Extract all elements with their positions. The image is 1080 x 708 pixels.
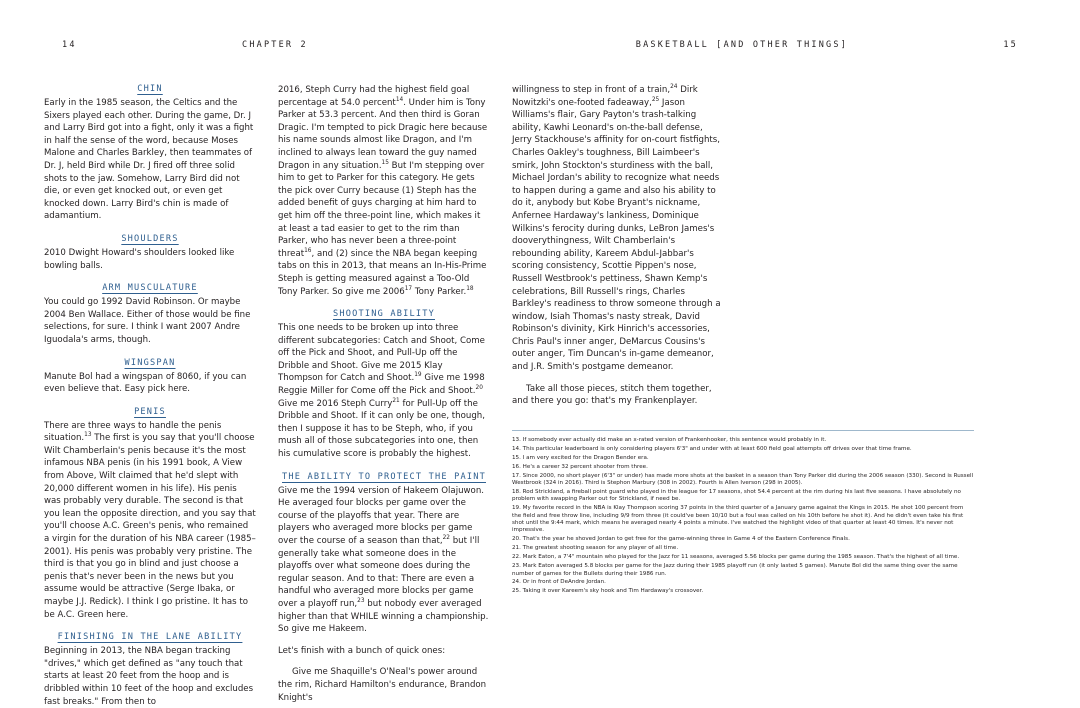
body-paragraph: Early in the 1985 season, the Celtics and the Sixers played each other. During the game, Dr. J and Larry Bird got into a fight, only it was a fight in half the sense of the word, because Moses Malone and Charles Barkley, then teammates of Dr. J, held Bird while Dr. J fired off three solid shots to the jaw. Somehow, Larry Bird did not die, or even get knocked out, or even get knocked down. Larry Bird's chin is made of adamantium.	[44, 98, 254, 222]
body-paragraph: Take all those pieces, stitch them together, and there you go: that's my Frankenplayer.	[512, 383, 712, 407]
section-heading: WINGSPAN	[124, 357, 176, 368]
section-finishing-in-the-lane-ability	[44, 632, 256, 708]
section-heading: SHOULDERS	[121, 233, 179, 244]
section-heading: ARM MUSCULATURE	[102, 283, 198, 294]
column-one	[44, 84, 256, 708]
column-three-and-footnotes	[512, 84, 974, 708]
footnotes-block	[512, 430, 974, 597]
body-paragraph: There are three ways to handle the penis situation.$^{13}$ The first is you say that you'll choose Wilt Chamberlain's penis because it's the most infamous NBA penis (in his 1991 book, A View from Above, Wilt claimed that he'd slept with 20,000 different women in his life). His penis was probably very durable. The second is that you lean the opposite direction, and you say that you'll choose A.C. Green's penis, who remained a virgin for the duration of his NBA career (1985–2001). His penis was probably very pristine. The third is that you go in blind and just choose a penis that's never been in the news but you assume would be attractive (Serge Ibaka, or maybe J.J. Redick). I think I go pristine. It has to be A.C. Green here.	[44, 420, 256, 620]
text-columns	[44, 84, 1036, 708]
footnote: 24. Or in front of DeAndre Jordan.	[512, 579, 606, 586]
footnote: 22. Mark Eaton, a 7'4" mountain who played for the Jazz for 11 seasons, averaged 5.56 blocks per game during the 1985 season. That's the highest of all time.	[512, 554, 960, 561]
footnote: 16. He's a career 32 percent shooter from three.	[512, 463, 648, 470]
footnote: 17. Since 2000, no short player (6'3" or under) has made more shots at the basket in a season than Tony Parker did during the 2006 season (330). Second is Russell Westbrook (324 in 2016). Third is Stephon Marbury (308 in 2002). Fourth is Allen Iverson (298 in 2005).	[512, 472, 974, 487]
footnote-rule	[512, 430, 974, 431]
section-heading: THE ABILITY TO PROTECT THE PAINT	[282, 471, 486, 482]
footnote: 14. This particular leaderboard is only considering players 6'3" and under with at least 600 field goal attempts off drives over that time frame.	[512, 445, 912, 452]
section-heading: FINISHING IN THE LANE ABILITY	[57, 632, 243, 643]
footnote: 25. Taking it over Kareem's sky hook and Tim Hardaway's crossover.	[512, 588, 704, 595]
column-two	[278, 84, 490, 708]
body-paragraph: You could go 1992 David Robinson. Or maybe 2004 Ben Wallace. Either of those would be fine selections, for sure. I think I want 2007 Andre Iguodala's arms, though.	[44, 297, 251, 345]
section-heading: CHIN	[137, 84, 163, 94]
body-paragraph: 2010 Dwight Howard's shoulders looked like bowling balls.	[44, 247, 235, 271]
footnote: 21. The greatest shooting season for any player of all time.	[512, 545, 679, 552]
body-paragraph: Give me the 1994 version of Hakeem Olajuwon. He averaged four blocks per game over the course of the playoffs that year. There are players who averaged more blocks per game over the course of a season than that,$^{22}$ but I'll generally take what someone does in the playoffs over what someone does during the regular season. And to that: There are even a handful who averaged more blocks per game over a playoff run,$^{23}$ but nobody ever averaged higher than that WHILE winning a championship. So give me Hakeem.	[278, 485, 489, 635]
body-paragraph: Beginning in 2013, the NBA began tracking "drives," which get defined as "any touch that starts at least 20 feet from the hoop and is dribbled within 10 feet of the hoop and excludes fast breaks." From then to	[44, 646, 254, 707]
section-penis	[44, 407, 256, 622]
footnote: 19. My favorite record in the NBA is Klay Thompson scoring 37 points in the third quarter of a January game against the Kings in 2015. He shot 100 percent from the field and free throw line, including 9/9 from three (it could've been 10/10 but a foul was called on his 10th before he shot it). And he didn't even take his first shot until the 9:44 mark, which means he averaged nearly 4 points a minute. I've watched the highlight video of that quarter at least 40 times. It's never not impressive.	[512, 505, 964, 534]
section-arm-musculature	[44, 283, 256, 346]
body-paragraph: willingness to step in front of a train,$^{24}$ Dirk Nowitzki's one-footed fadeaway,$^{25}$ Jason Williams's flair, Gary Payton's trash-talking ability, Kawhi Leonard's on-the-ball defense, Jerry Stackhouse's affinity for on-court fistfights, Charles Oakley's toughness, Bill Laimbeer's smirk, John Stockton's sturdiness with the ball, Michael Jordan's ability to recognize what needs to happen during a game and also his ability to do it, anybody but Kobe Bryant's nickname, Anfernee Hardaway's lankiness, Dominique Wilkins's ferocity during dunks, LeBron James's dooverythingness, Wilt Chamberlain's rebounding ability, Kareem Abdul-Jabbar's scoring consistency, Scottie Pippen's nose, Russell Westbrook's pettiness, Shawn Kemp's celebrations, Bill Russell's rings, Charles Barkley's readiness to throw someone through a window, Isiah Thomas's nasty streak, David Robinson's divinity, Kirk Hinrich's accessories, Chris Paul's inner anger, DeMarcus Cousins's outer anger, Tim Duncan's in-game demeanor, and J.R. Smith's postgame demeanor.	[512, 84, 721, 373]
section-shoulders	[44, 234, 256, 272]
footnote: 23. Mark Eaton averaged 5.8 blocks per game for the Jazz during their 1985 playoff run (it only lasted 5 games). Manute Bol did the same thing over the same number of games for the Bullets during their 1986 run.	[512, 563, 958, 577]
folio-left: 14	[62, 40, 77, 50]
footnote: 18. Rod Strickland, a fireball point guard who played in the league for 17 seasons, shot 54.4 percent at the rim during his last five seasons. I have absolutely no problem with swapping Parker out for Strickland, if need be.	[512, 488, 961, 503]
body-paragraph: This one needs to be broken up into three different subcategories: Catch and Shoot, Come off the Pick and Shoot, and Pull-Up off the Dribble and Shoot. Give me 2015 Klay Thompson for Catch and Shoot.$^{19}$ Give me 1998 Reggie Miller for Come off the Pick and Shoot.$^{20}$ Give me 2016 Steph Curry$^{21}$ for Pull-Up off the Dribble and Shoot. If it can only be one, though, then I suppose it has to be Steph, who, if you mush all of those subcategories into one, then his cumulative score is probably the highest.	[278, 323, 485, 460]
body-paragraph: 2016, Steph Curry had the highest field goal percentage at 54.0 percent$^{14}$. Under him is Tony Parker at 53.3 percent. And then third is Goran Dragic. I'm tempted to pick Dragic here because his name sounds almost like Dragon, and I'm inclined to always lean toward the guy named Dragon in any situation.$^{15}$ But I'm stepping over him to get to Parker for this category. He gets the pick over Curry because (1) Steph has the added benefit of guys charging at him hard to get him off the three-point line, which makes it at least a tad easier to get to the rim than Parker, who has never been a three-point threat$^{16}$, and (2) since the NBA began keeping tabs on this in 2013, that means an In-His-Prime Steph is getting measured against a Too-Old Tony Parker. So give me 2006$^{17}$ Tony Parker.$^{18}$	[278, 85, 488, 297]
running-head-chapter: CHAPTER 2	[242, 40, 308, 50]
section-chin	[44, 84, 256, 223]
footnote: 15. I am very excited for the Dragon Bender era.	[512, 454, 649, 461]
footnote: 13. If somebody ever actually did make an x-rated version of Frankenhooker, this sentence would probably in it.	[512, 437, 827, 443]
body-paragraph: Give me Shaquille's O'Neal's power around the rim, Richard Hamilton's endurance, Brandon Knight's	[278, 667, 487, 703]
section-shooting-ability	[278, 309, 490, 461]
column-three	[512, 84, 724, 408]
section-wingspan	[44, 358, 256, 396]
body-paragraph: Manute Bol had a wingspan of 8060, if you can even believe that. Easy pick here.	[44, 371, 247, 395]
section-heading: PENIS	[134, 406, 166, 417]
footnote: 20. That's the year he shoved Jordan to get free for the game-winning three in Game 4 of the Eastern Conference Finals.	[512, 536, 850, 543]
folio-right: 15	[1003, 40, 1018, 50]
section-ability-to-protect-the-paint	[278, 472, 490, 705]
section-heading: SHOOTING ABILITY	[333, 309, 435, 320]
running-head-book-title: BASKETBALL [AND OTHER THINGS]	[635, 40, 848, 50]
body-paragraph: Let's finish with a bunch of quick ones:	[278, 645, 446, 656]
